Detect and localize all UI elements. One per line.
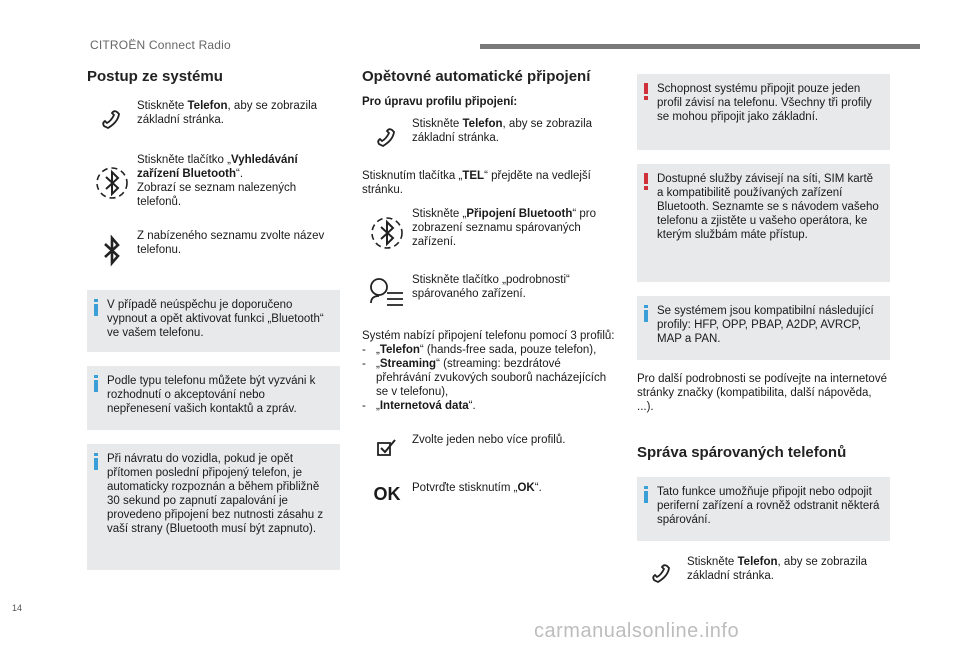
bluetooth-connection-icon bbox=[362, 207, 412, 259]
step-bluetooth-search bbox=[87, 153, 340, 213]
info-box: Při návratu do vozidla, pokud je opět přítomen poslední připojený telefon, je automaticky rozpoznán a během přibližně 30 sekund po zapnutí zapalování je provedeno připojení bez nutnosti zásahu z vaší strany (Bluetooth musí být zapnuto). bbox=[87, 444, 340, 570]
step-text: Stiskněte Telefon, aby se zobrazila základní stránka. bbox=[687, 556, 868, 582]
warning-box: Dostupné služby závisejí na síti, SIM kartě a kompatibilitě používaných zařízení Bluetooth. Seznamte se s návodem vašeho telefonu a zjistěte u vašeho operátora, ke kterým službám máte přístup. bbox=[637, 164, 890, 282]
section-title: Postup ze systému bbox=[87, 68, 223, 85]
step-select-profiles bbox=[362, 433, 615, 461]
list-item: - „Streaming“ (streaming: bezdrátové přehrávání zvukových souborů nacházejících se v telefonu), bbox=[362, 358, 607, 398]
section-title: Opětovné automatické připojení bbox=[362, 68, 591, 85]
info-icon bbox=[644, 486, 648, 503]
step-details bbox=[362, 273, 615, 313]
section-title: Správa spárovaných telefonů bbox=[637, 444, 847, 461]
checkbox-icon bbox=[362, 433, 412, 461]
info-icon bbox=[94, 299, 98, 316]
phone-handset-icon bbox=[362, 117, 412, 157]
page-number: 14 bbox=[12, 603, 23, 613]
step-text: Stiskněte tlačítko „podrobnosti“ spárovaného zařízení. bbox=[412, 274, 570, 300]
profile-list bbox=[362, 343, 615, 413]
step-text: Zvolte jeden nebo více profilů. bbox=[412, 434, 566, 446]
warning-box: Schopnost systému připojit pouze jeden profil závisí na telefonu. Všechny tři profily se mohou připojit jako základní. bbox=[637, 74, 890, 150]
header-bar bbox=[480, 44, 920, 49]
info-icon bbox=[644, 305, 648, 322]
info-icon bbox=[94, 375, 98, 392]
info-box: Se systémem jsou kompatibilní následující profily: HFP, OPP, PBAP, A2DP, AVRCP, MAP a PAN. bbox=[637, 296, 890, 360]
step-bluetooth-connection bbox=[362, 207, 615, 259]
info-box: Podle typu telefonu můžete být vyzváni k rozhodnutí o akceptování nebo nepřenesení vašich kontaktů a zpráv. bbox=[87, 366, 340, 430]
step-confirm bbox=[362, 481, 615, 507]
warning-icon bbox=[644, 83, 648, 100]
paragraph: Stisknutím tlačítka „TEL“ přejděte na vedlejší stránku. bbox=[362, 170, 591, 196]
step-text: Stiskněte tlačítko „Vyhledávání zařízení Bluetooth“. Zobrazí se seznam nalezených telefonů. bbox=[137, 154, 298, 208]
step-text: Stiskněte Telefon, aby se zobrazila základní stránka. bbox=[412, 118, 593, 144]
column-2 bbox=[362, 68, 615, 507]
phone-handset-icon bbox=[87, 99, 137, 139]
step-phone bbox=[87, 99, 340, 139]
paragraph: Pro další podrobnosti se podívejte na internetové stránky značky (kompatibilita, další nápověda, ...). bbox=[637, 373, 887, 413]
watermark: carmanualsonline.info bbox=[534, 620, 740, 642]
list-item: - „Telefon“ (hands-free sada, pouze telefon), bbox=[362, 344, 597, 356]
info-box: Tato funkce umožňuje připojit nebo odpojit periferní zařízení a rovněž odstranit některá spárování. bbox=[637, 477, 890, 541]
warning-icon bbox=[644, 173, 648, 190]
column-1 bbox=[87, 68, 340, 570]
info-box: V případě neúspěchu je doporučeno vypnout a opět aktivovat funkci „Bluetooth“ ve vašem telefonu. bbox=[87, 290, 340, 352]
ok-label: OK bbox=[373, 484, 401, 504]
header-title: CITROËN Connect Radio bbox=[90, 38, 231, 52]
step-phone bbox=[362, 117, 615, 157]
step-select-phone bbox=[87, 229, 340, 273]
step-text: Stiskněte Telefon, aby se zobrazila základní stránka. bbox=[137, 100, 318, 126]
bluetooth-search-icon bbox=[87, 153, 137, 213]
list-item: - „Internetová data“. bbox=[362, 400, 476, 412]
paragraph: Systém nabízí připojení telefonu pomocí 3 profilů: bbox=[362, 330, 615, 342]
step-phone bbox=[637, 555, 890, 591]
info-icon bbox=[94, 453, 98, 470]
details-list-icon bbox=[362, 273, 412, 313]
phone-handset-icon bbox=[637, 555, 687, 591]
bluetooth-icon bbox=[87, 229, 137, 273]
step-text: Z nabízeného seznamu zvolte název telefonu. bbox=[137, 230, 325, 256]
column-3 bbox=[637, 74, 890, 591]
step-text: Stiskněte „Připojení Bluetooth“ pro zobrazení seznamu spárovaných zařízení. bbox=[412, 208, 597, 248]
step-text: Potvrďte stisknutím „OK“. bbox=[412, 482, 542, 494]
subtitle: Pro úpravu profilu připojení: bbox=[362, 96, 518, 108]
